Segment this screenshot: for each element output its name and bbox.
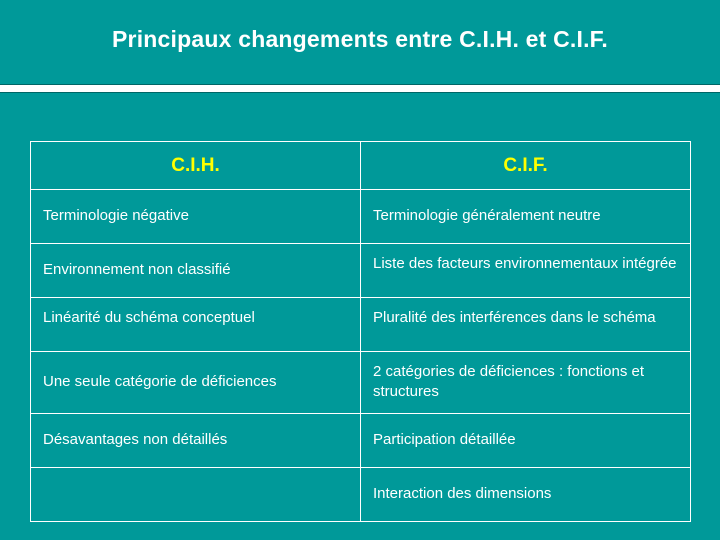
column-header-cih: C.I.H. xyxy=(31,142,361,190)
cell-cif: Participation détaillée xyxy=(361,413,691,467)
cell-cih-empty xyxy=(31,467,361,521)
table-row xyxy=(31,298,691,352)
cell-cih: Terminologie négative xyxy=(31,190,361,244)
cell-cih: Linéarité du schéma conceptuel xyxy=(31,298,361,352)
cell-cih: Désavantages non détaillés xyxy=(31,413,361,467)
comparison-table xyxy=(30,141,691,522)
table-row xyxy=(31,467,691,521)
cell-cih: Environnement non classifié xyxy=(31,244,361,298)
comparison-table-container xyxy=(30,141,690,522)
table-body xyxy=(31,190,691,522)
title-area xyxy=(0,26,720,54)
cell-cih: Une seule catégorie de déficiences xyxy=(31,352,361,414)
table-row xyxy=(31,244,691,298)
cell-cif: Pluralité des interférences dans le schéma xyxy=(361,298,691,352)
page-title: Principaux changements entre C.I.H. et C.I.F. xyxy=(112,26,608,52)
cell-cif: Interaction des dimensions xyxy=(361,467,691,521)
table-row xyxy=(31,413,691,467)
table-row xyxy=(31,352,691,414)
cell-cif: Terminologie généralement neutre xyxy=(361,190,691,244)
cell-cif: 2 catégories de déficiences : fonctions et structures xyxy=(361,352,691,414)
table-row xyxy=(31,190,691,244)
table-header-row xyxy=(31,142,691,190)
table-header xyxy=(31,142,691,190)
column-header-cif: C.I.F. xyxy=(361,142,691,190)
cell-cif: Liste des facteurs environnementaux intégrée xyxy=(361,244,691,298)
title-divider xyxy=(0,84,720,93)
